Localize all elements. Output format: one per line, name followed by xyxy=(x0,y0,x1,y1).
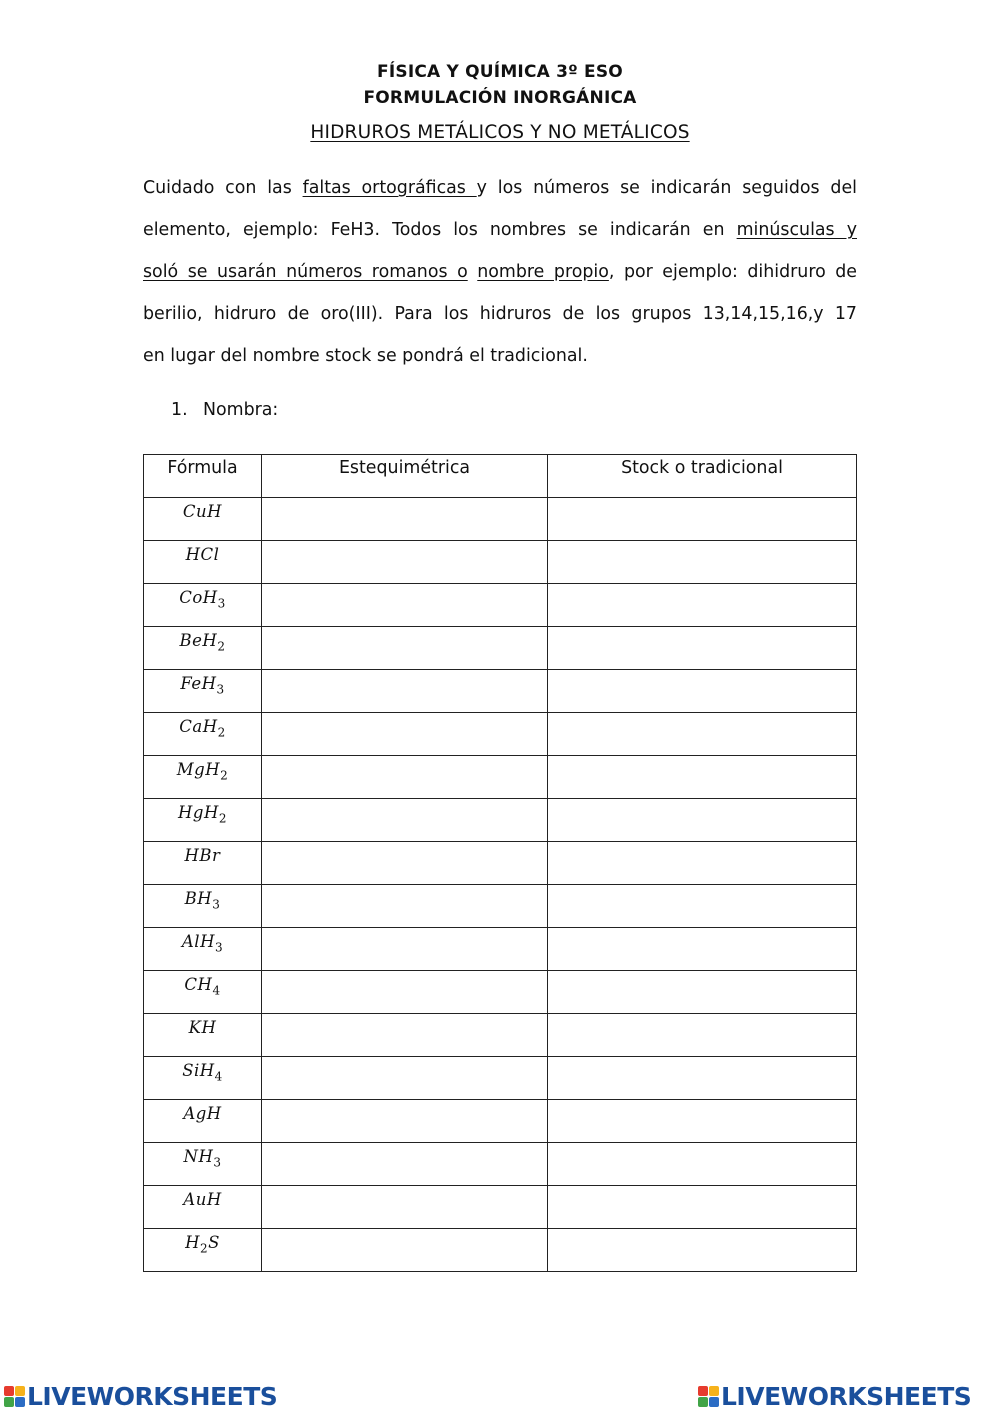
instructions-paragraph xyxy=(143,167,857,377)
formula-cell xyxy=(144,584,262,627)
formula-subscript: 3 xyxy=(212,897,221,912)
section-subtitle-text: HIDRUROS METÁLICOS Y NO METÁLICOS xyxy=(310,122,690,143)
formula-base: SiH xyxy=(182,1061,215,1080)
stoichiometric-answer-cell[interactable] xyxy=(262,799,548,842)
table-row xyxy=(144,498,857,541)
formula-cell xyxy=(144,971,262,1014)
header-formula: Fórmula xyxy=(144,455,262,498)
stock-answer-cell[interactable] xyxy=(548,627,857,670)
formula-base: HgH xyxy=(178,803,219,822)
table-header-row xyxy=(144,455,857,498)
formula-base: CH xyxy=(184,975,213,994)
formula-cell xyxy=(144,541,262,584)
question-label: Nombra: xyxy=(203,400,279,420)
instructions-text: y los números se indicarán seguidos del xyxy=(476,178,857,198)
liveworksheets-mark-icon xyxy=(698,1386,719,1407)
instructions-line-1 xyxy=(143,167,857,209)
stoichiometric-answer-cell[interactable] xyxy=(262,670,548,713)
formula-cell xyxy=(144,498,262,541)
stoichiometric-answer-cell[interactable] xyxy=(262,584,548,627)
stock-answer-cell[interactable] xyxy=(548,670,857,713)
table-row xyxy=(144,541,857,584)
topic-title: FORMULACIÓN INORGÁNICA xyxy=(363,88,637,108)
formula-subscript: 3 xyxy=(216,682,225,697)
stock-answer-cell[interactable] xyxy=(548,1100,857,1143)
liveworksheets-logo-right xyxy=(698,1381,971,1411)
stoichiometric-answer-cell[interactable] xyxy=(262,1057,548,1100)
formula-cell xyxy=(144,1143,262,1186)
formula-base: AuH xyxy=(183,1190,222,1209)
formula-cell xyxy=(144,627,262,670)
stoichiometric-answer-cell[interactable] xyxy=(262,1229,548,1272)
formula-cell xyxy=(144,670,262,713)
table-row xyxy=(144,627,857,670)
stoichiometric-answer-cell[interactable] xyxy=(262,1014,548,1057)
formula-cell xyxy=(144,1100,262,1143)
brand-text: LIVEWORKSHEETS xyxy=(721,1381,972,1411)
question-number: 1. xyxy=(171,400,188,420)
formula-cell xyxy=(144,1014,262,1057)
formula-cell xyxy=(144,1057,262,1100)
stock-answer-cell[interactable] xyxy=(548,584,857,627)
table-row xyxy=(144,842,857,885)
instructions-line-2 xyxy=(143,209,857,251)
formula-subscript: 3 xyxy=(217,596,226,611)
formula-subscript: 4 xyxy=(214,1069,223,1084)
stoichiometric-answer-cell[interactable] xyxy=(262,498,548,541)
formula-base: BeH xyxy=(179,631,218,650)
table-row xyxy=(144,928,857,971)
formula-tail: S xyxy=(208,1233,220,1252)
formula-base: H xyxy=(185,1233,200,1252)
answer-table xyxy=(143,454,857,1272)
formula-subscript: 4 xyxy=(212,983,221,998)
table-row xyxy=(144,1014,857,1057)
header-stoichiometric: Estequimétrica xyxy=(262,455,548,498)
underlined-text: soló se usarán números romanos o xyxy=(143,262,468,282)
stock-answer-cell[interactable] xyxy=(548,928,857,971)
stoichiometric-answer-cell[interactable] xyxy=(262,541,548,584)
stoichiometric-answer-cell[interactable] xyxy=(262,1143,548,1186)
liveworksheets-logo-left xyxy=(4,1381,277,1411)
table-row xyxy=(144,670,857,713)
brand-text: LIVEWORKSHEETS xyxy=(27,1381,278,1411)
course-title: FÍSICA Y QUÍMICA 3º ESO xyxy=(377,62,623,82)
instructions-text: elemento, ejemplo: FeH3. Todos los nombres se indicarán en xyxy=(143,220,737,240)
stock-answer-cell[interactable] xyxy=(548,799,857,842)
formula-cell xyxy=(144,756,262,799)
table-row xyxy=(144,713,857,756)
formula-cell xyxy=(144,1229,262,1272)
formula-cell xyxy=(144,842,262,885)
stoichiometric-answer-cell[interactable] xyxy=(262,971,548,1014)
table-row xyxy=(144,799,857,842)
stock-answer-cell[interactable] xyxy=(548,1143,857,1186)
instructions-text xyxy=(468,262,478,282)
formula-base: KH xyxy=(188,1018,217,1037)
table-body xyxy=(144,498,857,1272)
formula-subscript: 2 xyxy=(217,639,226,654)
stoichiometric-answer-cell[interactable] xyxy=(262,928,548,971)
stock-answer-cell[interactable] xyxy=(548,498,857,541)
stock-answer-cell[interactable] xyxy=(548,1229,857,1272)
formula-base: CoH xyxy=(179,588,218,607)
liveworksheets-mark-icon xyxy=(4,1386,25,1407)
formula-subscript: 2 xyxy=(199,1241,209,1256)
stock-answer-cell[interactable] xyxy=(548,842,857,885)
table-row xyxy=(144,971,857,1014)
table-row xyxy=(144,584,857,627)
instructions-line-3 xyxy=(143,251,857,293)
instructions-line-4: berilio, hidruro de oro(III). Para los hidruros de los grupos 13,14,15,16,y 17 xyxy=(143,304,857,324)
formula-cell xyxy=(144,885,262,928)
formula-base: FeH xyxy=(180,674,217,693)
instructions-line-5: en lugar del nombre stock se pondrá el tradicional. xyxy=(143,346,588,366)
stock-answer-cell[interactable] xyxy=(548,541,857,584)
formula-base: NH xyxy=(183,1147,214,1166)
underlined-text: faltas ortográficas xyxy=(302,178,477,198)
stoichiometric-answer-cell[interactable] xyxy=(262,885,548,928)
stock-answer-cell[interactable] xyxy=(548,885,857,928)
stoichiometric-answer-cell[interactable] xyxy=(262,756,548,799)
formula-subscript: 2 xyxy=(218,811,227,826)
underlined-text: minúsculas y xyxy=(736,220,857,240)
formula-base: BH xyxy=(184,889,213,908)
table-row xyxy=(144,1229,857,1272)
stock-answer-cell[interactable] xyxy=(548,756,857,799)
table-row xyxy=(144,885,857,928)
instructions-text: , por ejemplo: dihidruro de xyxy=(608,262,858,282)
stock-answer-cell[interactable] xyxy=(548,1186,857,1229)
stoichiometric-answer-cell[interactable] xyxy=(262,713,548,756)
underlined-text: nombre propio xyxy=(477,262,609,282)
stock-answer-cell[interactable] xyxy=(548,971,857,1014)
stock-answer-cell[interactable] xyxy=(548,1057,857,1100)
formula-base: AgH xyxy=(183,1104,222,1123)
formula-cell xyxy=(144,799,262,842)
stock-answer-cell[interactable] xyxy=(548,713,857,756)
formula-cell xyxy=(144,928,262,971)
formula-base: CuH xyxy=(182,502,223,521)
formula-subscript: 2 xyxy=(217,725,226,740)
table-row xyxy=(144,1186,857,1229)
formula-base: HCl xyxy=(185,545,220,564)
table-row xyxy=(144,756,857,799)
section-subtitle xyxy=(0,122,1000,143)
formula-cell xyxy=(144,1186,262,1229)
instructions-text: Cuidado con las xyxy=(143,178,303,198)
table-row xyxy=(144,1057,857,1100)
stoichiometric-answer-cell[interactable] xyxy=(262,1186,548,1229)
formula-base: CaH xyxy=(179,717,218,736)
table-row xyxy=(144,1100,857,1143)
stoichiometric-answer-cell[interactable] xyxy=(262,1100,548,1143)
table-row xyxy=(144,1143,857,1186)
formula-cell xyxy=(144,713,262,756)
formula-base: AlH xyxy=(181,932,215,951)
formula-subscript: 3 xyxy=(214,940,224,955)
header-stock: Stock o tradicional xyxy=(548,455,857,498)
formula-subscript: 2 xyxy=(220,768,229,783)
question-1 xyxy=(171,400,278,420)
formula-base: MgH xyxy=(176,760,221,779)
formula-subscript: 3 xyxy=(213,1155,222,1170)
stoichiometric-answer-cell[interactable] xyxy=(262,627,548,670)
formula-base: HBr xyxy=(184,846,221,865)
stock-answer-cell[interactable] xyxy=(548,1014,857,1057)
stoichiometric-answer-cell[interactable] xyxy=(262,842,548,885)
